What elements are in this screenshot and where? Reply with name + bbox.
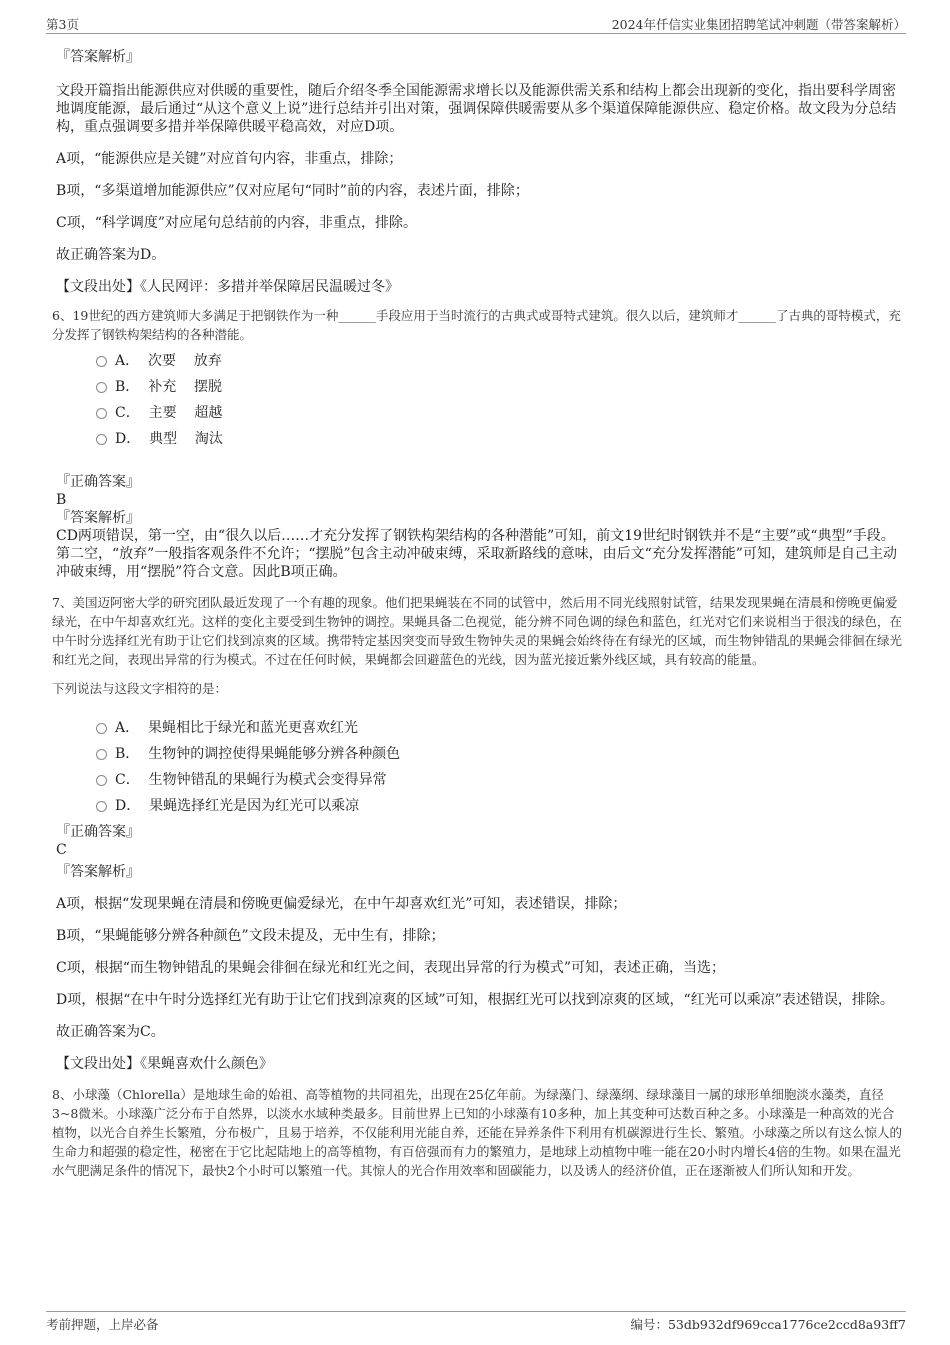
q7-option-b[interactable]: B． 生物钟的调控使得果蝇能够分辨各种颜色 [56,741,902,767]
page-footer [46,1311,906,1334]
q5-analysis-heading: 『答案解析』 [56,49,140,65]
q5-option-a-explanation: A项，“能源供应是关键”对应首句内容，非重点，排除； [56,151,403,167]
q6-analysis-heading: 『答案解析』 [56,510,140,526]
radio-icon[interactable] [96,801,107,812]
q7-analysis-heading: 『答案解析』 [56,864,140,880]
q6-option-a[interactable]: A． 次要 放弃 [56,348,902,374]
footer-slogan: 考前押题，上岸必备 [46,1317,159,1332]
q6-option-c[interactable]: C． 主要 超越 [56,400,902,426]
q6-options [56,348,902,452]
q5-analysis-text: 文段开篇指出能源供应对供暖的重要性，随后介绍冬季全国能源需求增长以及能源供需关系和结构上都会出现新的变化，指出要科学周密地调度能源，最后通过“从这个意义上说”进行总结并引出对策，强调保障供暖需要从多个渠道保障能源供应、稳定价格。故文段为分总结构，重点强调要多措并举保障供暖平稳高效，对应D项。 [56,83,897,135]
q5-source: 【文段出处】《人民网评：多措并举保障居民温暖过冬》 [56,279,399,295]
radio-icon[interactable] [96,408,107,419]
q6-option-b[interactable]: B． 补充 摆脱 [56,374,902,400]
page-content [52,44,903,1180]
q6-analysis-text: CD两项错误，第一空，由“很久以后……才充分发挥了钢铁构架结构的各种潜能”可知，前文19世纪时钢铁并不是“主要”或“典型”手段。第二空，“放弃”一般指客观条件不允许；“摆脱”包含主动冲破束缚，采取新路线的意味，由后文“充分发挥潜能”可知，建筑师是自己主动冲破束缚，用“摆脱”符合文意。因此B项正确。 [56,528,897,580]
q7-conclusion: 故正确答案为C。 [56,1024,165,1040]
q7-option-d-explanation: D项，根据“在中午时分选择红光有助于让它们找到凉爽的区域”可知，根据红光可以找到凉爽的区域，“红光可以乘凉”表述错误，排除。 [56,992,894,1008]
radio-icon[interactable] [96,749,107,760]
q7-answer: C [56,842,67,858]
q6-option-d[interactable]: D． 典型 淘汰 [56,426,902,452]
q7-source: 【文段出处】《果蝇喜欢什么颜色》 [56,1056,273,1072]
radio-icon[interactable] [96,775,107,786]
radio-icon[interactable] [96,382,107,393]
q5-option-b-explanation: B项，“多渠道增加能源供应”仅对应尾句“同时”前的内容，表述片面，排除； [56,183,529,199]
q7-option-c[interactable]: C． 生物钟错乱的果蝇行为模式会变得异常 [56,767,902,793]
q7-options [56,715,902,819]
radio-icon[interactable] [96,434,107,445]
q7-option-c-explanation: C项，根据“而生物钟错乱的果蝇会徘徊在绿光和红光之间，表现出异常的行为模式”可知，表述正确，当选； [56,960,726,976]
page-number: 第3页 [46,17,79,32]
page-header [46,13,906,34]
document-id: 编号：53db932df969cca1776ce2ccd8a93ff7 [630,1317,906,1332]
radio-icon[interactable] [96,723,107,734]
q7-option-d[interactable]: D． 果蝇选择红光是因为红光可以乘凉 [56,793,902,819]
q5-conclusion: 故正确答案为D。 [56,247,166,263]
q7-option-b-explanation: B项，“果蝇能够分辨各种颜色”文段未提及，无中生有，排除； [56,928,445,944]
q6-answer: B [56,492,67,508]
q7-option-a-explanation: A项，根据“发现果蝇在清晨和傍晚更偏爱绿光，在中午却喜欢红光”可知，表述错误，排除； [56,896,627,912]
q7-prompt: 下列说法与这段文字相符的是： [52,681,228,696]
q7-answer-heading: 『正确答案』 [56,824,140,840]
q8-question: 8、小球藻（Chlorella）是地球生命的始祖、高等植物的共同祖先，出现在25亿年前。为绿藻门、绿藻纲、绿球藻目一属的球形单细胞淡水藻类，直径3~8微米。小球藻广泛分布于自然界，以淡水水域种类最多。目前世界上已知的小球藻有10多种，加上其变种可达数百种之多。小球藻是一种高效的光合植物，以光合自养生长繁殖，分布极广，且易于培养，不仅能利用光能自养，还能在异养条件下利用有机碳源进行生长、繁殖。小球藻之所以有这么惊人的生命力和超强的稳定性，秘密在于它比起陆地上的高等植物，有百倍强而有力的繁殖力，是地球上动植物中唯一能在20小时内增长4倍的生物。如果在温光水气肥满足条件的情况下，最快2个小时可以繁殖一代。其惊人的光合作用效率和固碳能力，以及诱人的经济价值，正在逐渐被人们所认知和开发。 [52,1087,903,1178]
q6-answer-heading: 『正确答案』 [56,474,140,490]
q7-question: 7、美国迈阿密大学的研究团队最近发现了一个有趣的现象。他们把果蝇装在不同的试管中，然后用不同光线照射试管，结果发现果蝇在清晨和傍晚更偏爱绿光，在中午却喜欢红光。这样的变化主要受到生物钟的调控。果蝇具备二色视觉，能分辨不同色调的绿色和蓝色，红光对它们来说相当于很浅的绿色，在中午时分选择红光有助于让它们找到凉爽的区域。携带特定基因突变而导致生物钟失灵的果蝇会始终待在有绿光的区域，而生物钟错乱的果蝇会徘徊在绿光和红光之间，表现出异常的行为模式。不过在任何时候，果蝇都会回避蓝色的光线，因为蓝光接近紫外线区域，具有较高的能量。 [52,595,903,667]
q6-question: 6、19世纪的西方建筑师大多满足于把钢铁作为一种______手段应用于当时流行的古典式或哥特式建筑。很久以后，建筑师才______了古典的哥特模式，充分发挥了钢铁构架结构的各种潜能。 [52,308,901,342]
radio-icon[interactable] [96,356,107,367]
document-title: 2024年仟信实业集团招聘笔试冲刺题（带答案解析） [611,17,906,32]
q7-option-a[interactable]: A． 果蝇相比于绿光和蓝光更喜欢红光 [56,715,902,741]
q5-option-c-explanation: C项，“科学调度”对应尾句总结前的内容，非重点，排除。 [56,215,418,231]
